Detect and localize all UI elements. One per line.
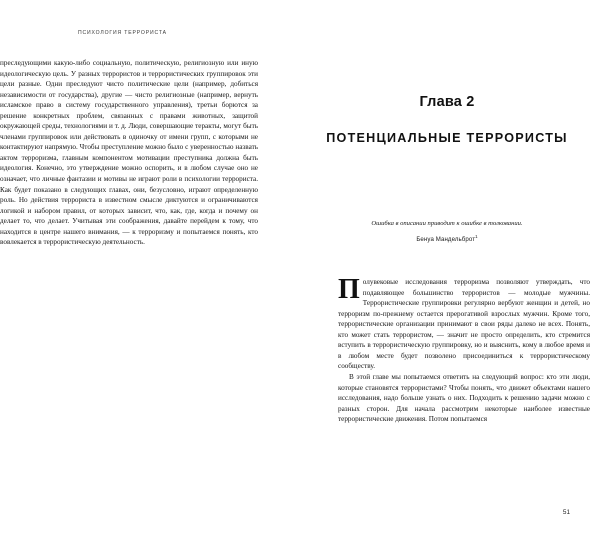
epigraph — [324, 219, 570, 243]
epigraph-source — [338, 234, 556, 243]
footnote-marker: 1 — [475, 234, 478, 239]
epigraph-text: Ошибка в описании приводит к ошибке в толковании. — [371, 220, 523, 227]
paragraph: В этой главе мы попытаемся ответить на следующий вопрос: кто эти люди, которые становятся террористами? Чтобы понять, что движет объектами нашего исследования, надо больше узнать о них. Подходить к решению задачи можно с разных сторон. Для начала рассмотрим некоторые наиболее известные террористические движения. Потом попытаемся — [338, 372, 590, 424]
running-head: ПСИХОЛОГИЯ ТЕРРОРИСТА — [78, 30, 167, 36]
right-page-body — [338, 274, 590, 425]
paragraph: олувековые исследования терроризма позволяют утверждать, что подавляющее большинство террористов — молодые мужчины. Террористические группировки регулярно вербуют женщин и детей, но терроризм по-прежнему остается прерогативой взрослых мужчин. Кроме того, террористические организации принимают в свои ряды далеко не всех. Понять, кто может стать террористом, — значит не просто определить, кто стремится вступить в террористическую группировку, но и выяснить, кому в любое время и в любом месте будет позволено присоединиться к террористическому сообществу. — [338, 278, 590, 371]
left-page-body — [0, 58, 258, 248]
right-page — [300, 0, 600, 542]
epigraph-source-name: Бенуа Мандельброт — [416, 236, 476, 244]
chapter-opener — [324, 94, 570, 145]
page-number: 51 — [562, 509, 570, 516]
drop-cap: П — [338, 274, 360, 306]
page-title: ПОТЕНЦИАЛЬНЫЕ ТЕРРОРИСТЫ — [326, 131, 568, 145]
chapter-number: Глава 2 — [419, 94, 475, 110]
paragraph: преследующими какую-либо социальную, политическую, религиозную или иную идеологическую цель. У разных террористов и террористических группировок эти цели разные. Одни преследуют чисто политические цели (например, добиться независимости от государства), другие — чисто религиозные (например, вернуть исламское право в систему государственного управления), третьи борются за решение конкретных проблем, связанных с правами животных, защитой окружающей среды, технологиями и т. д. Люди, совершающие теракты, могут быть членами группировок или действовать в одиночку от имени групп, с которыми не контактируют напрямую. Чтобы преступление можно было с уверенностью назвать актом терроризма, главным компонентом мотивации преступника должна быть идеология. Конечно, это утверждение можно оспорить, и в любом случае оно не означает, что личные фантазии и мотивы не играют роли в психологии террориста. Как будет показано в следующих главах, они, безусловно, играют определенную роль. Но действия террориста в известном смысле диктуются и ограничиваются логикой и набором правил, от которых зависит, что, как, где, когда и почему он делает то, что делает. Учитывая эти соображения, давайте перейдем к тому, что находится в центре нашего внимания, — к терроризму и попытаемся понять, кто вовлекается в террористическую деятельность. — [0, 59, 258, 247]
